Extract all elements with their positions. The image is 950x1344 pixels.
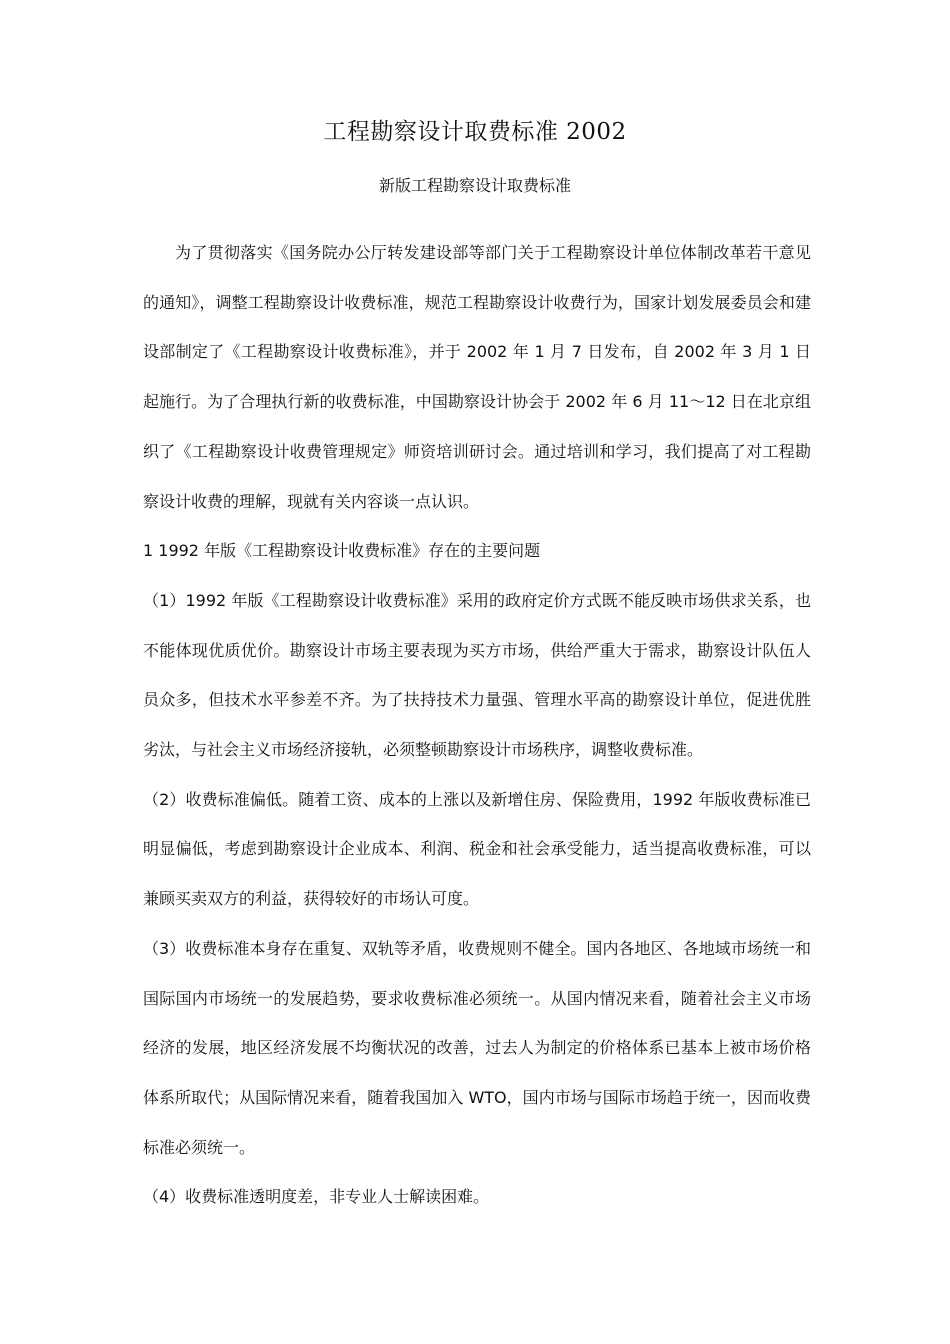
paragraph-item-3: （3）收费标准本身存在重复、双轨等矛盾，收费规则不健全。国内各地区、各地域市场统一和国际国内市场统一的发展趋势，要求收费标准必须统一。从国内情况来看，随着社会主义市场经济的发展，地区经济发展不均衡状况的改善，过去人为制定的价格体系已基本上被市场价格体系所取代；从国际情况来看，随着我国加入 WTO，国内市场与国际市场趋于统一，因而收费标准必须统一。 bbox=[143, 938, 811, 1157]
paragraph-item-2: （2）收费标准偏低。随着工资、成本的上涨以及新增住房、保险费用，1992 年版收费标准已明显偏低，考虑到勘察设计企业成本、利润、税金和社会承受能力，适当提高收费标准，可以兼顾买卖双方的利益，获得较好的市场认可度。 bbox=[143, 789, 811, 909]
paragraph-item-4: （4）收费标准透明度差，非专业人士解读困难。 bbox=[143, 1187, 490, 1207]
document-subtitle: 新版工程勘察设计取费标准 bbox=[378, 176, 571, 195]
document-body bbox=[143, 228, 811, 1222]
document-title: 工程勘察设计取费标准 2002 bbox=[323, 119, 627, 145]
paragraph-intro: 为了贯彻落实《国务院办公厅转发建设部等部门关于工程勘察设计单位体制改革若干意见的通知》，调整工程勘察设计收费标准，规范工程勘察设计收费行为，国家计划发展委员会和建设部制定了《工程勘察设计收费标准》，并于 2002 年 1 月 7 日发布，自 2002 年 3 月 1 日起施行。为了合理执行新的收费标准，中国勘察设计协会于 2002 年 6 月 11～12 日在北京组织了《工程勘察设计收费管理规定》师资培训研讨会。通过培训和学习，我们提高了对工程勘察设计收费的理解，现就有关内容谈一点认识。 bbox=[143, 243, 811, 511]
paragraph-item-1: （1）1992 年版《工程勘察设计收费标准》采用的政府定价方式既不能反映市场供求关系，也不能体现优质优价。勘察设计市场主要表现为买方市场，供给严重大于需求，勘察设计队伍人员众多，但技术水平参差不齐。为了扶持技术力量强、管理水平高的勘察设计单位，促进优胜劣汰，与社会主义市场经济接轨，必须整顿勘察设计市场秩序，调整收费标准。 bbox=[143, 590, 811, 760]
section-heading: 1 1992 年版《工程勘察设计收费标准》存在的主要问题 bbox=[143, 541, 541, 561]
